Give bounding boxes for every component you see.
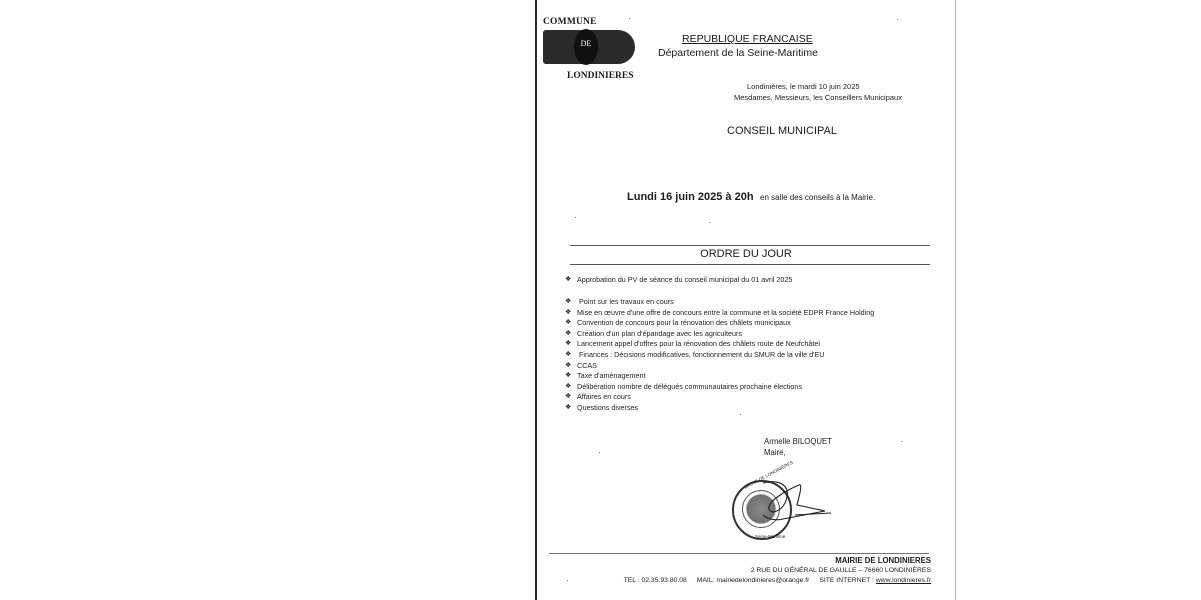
list-item [565,339,874,350]
diamond-bullet-icon: ❖ [565,361,572,369]
agenda-item-text: Taxe d'aménagement [577,371,646,381]
agenda-item-first [565,275,792,286]
agenda-item-text: Point sur les travaux en cours [579,297,674,306]
republic-title: REPUBLIQUE FRANCAISE [682,33,813,45]
signatory-title: Maire, [764,448,786,457]
agenda-item-text: Questions diverses [577,402,639,412]
commune-name: LONDINIERES [567,71,634,81]
list-item [565,361,874,372]
scan-speck [629,18,630,19]
agenda-item-text: Création d'un plan d'épandage avec les agriculteurs [577,328,742,338]
diamond-bullet-icon: ❖ [565,329,572,337]
agenda-heading: ORDRE DU JOUR [700,248,792,260]
footer-site-link[interactable]: www.londinieres.fr [875,577,931,584]
meeting-when [627,187,875,205]
diamond-bullet-icon: ❖ [565,319,572,327]
svg-text:Seine-Maritime: Seine-Maritime [755,534,786,539]
scan-speck [599,452,600,453]
agenda-item-text: Affaires en cours [577,392,631,402]
diamond-bullet-icon: ❖ [565,276,572,283]
commune-label: COMMUNE [543,17,597,27]
agenda-rule-bottom [570,264,930,265]
diamond-bullet-icon: ❖ [565,340,572,348]
footer-tel: TEL : 02.35.93.80.08 [623,577,687,584]
footer-rule [549,553,929,554]
list-item [565,297,874,308]
crest-de-label: DE [580,39,592,48]
diamond-bullet-icon: ❖ [565,393,572,401]
scan-speck [897,19,898,20]
agenda-item-text: CCAS [577,360,597,370]
addressees: Mesdames, Messieurs, les Conseillers Municipaux [734,93,902,102]
list-item [565,403,874,414]
list-item [565,350,874,361]
footer-contacts [624,577,931,584]
agenda-item-text: Lancement appel d'offres pour la rénovation des châlets route de Neufchâtel [577,339,820,349]
diamond-bullet-icon: ❖ [565,403,572,411]
agenda-item-text: Finances : Décisions modificatives, fonctionnement du SMUR de la ville d'EU [579,349,825,359]
diamond-bullet-icon: ❖ [565,308,572,316]
footer-site-label: SITE INTERNET : [819,577,874,584]
signatory-name: Armelle BILOQUET [764,437,833,446]
list-item [565,392,874,403]
scan-speck [567,580,568,581]
list-item [565,318,874,329]
department-name: Département de la Seine-Maritime [658,47,818,59]
document-page [535,0,956,600]
meeting-location: en salle des conseils à la Mairie. [760,193,876,202]
scan-speck [709,222,710,223]
place-date: Londinières, le mardi 10 juin 2025 [747,82,860,91]
diamond-bullet-icon: ❖ [565,382,572,390]
diamond-bullet-icon: ❖ [565,298,572,305]
agenda-item-text: Convention de concours pour la rénovation des châlets municipaux [577,318,791,328]
scan-speck [901,441,902,442]
footer-mail: MAIL: mairiedelondinieres@orange.fr [696,577,810,584]
list-item [565,382,874,393]
handwritten-signature-icon [727,459,837,545]
list-item [565,308,874,319]
diamond-bullet-icon: ❖ [565,350,572,358]
meeting-title: CONSEIL MUNICIPAL [727,125,838,137]
agenda-rule-top [570,245,930,246]
scan-speck [740,414,741,415]
agenda-item-text: Mise en œuvre d'une offre de concours entre la commune et la société EDPR France Holding [577,307,875,317]
scan-speck [575,217,576,218]
meeting-date: Lundi 16 juin 2025 à 20h [627,191,754,203]
list-item [565,329,874,340]
svg-text:MAIRIE DE LONDINIÈRES: MAIRIE DE LONDINIÈRES [743,459,794,490]
agenda-item-text: Approbation du PV de séance du conseil municipal du 01 avril 2025 [577,275,793,284]
footer-address: 2 RUE DU GÉNÉRAL DE GAULLE – 76660 LONDINIÈRES [750,567,931,574]
diamond-bullet-icon: ❖ [565,372,572,380]
footer-org: MAIRIE DE LONDINIERES [835,556,931,565]
list-item [565,371,874,382]
agenda-list [565,297,874,414]
agenda-item-text: Délibération nombre de délégués communautaires prochaine élections [577,381,802,391]
